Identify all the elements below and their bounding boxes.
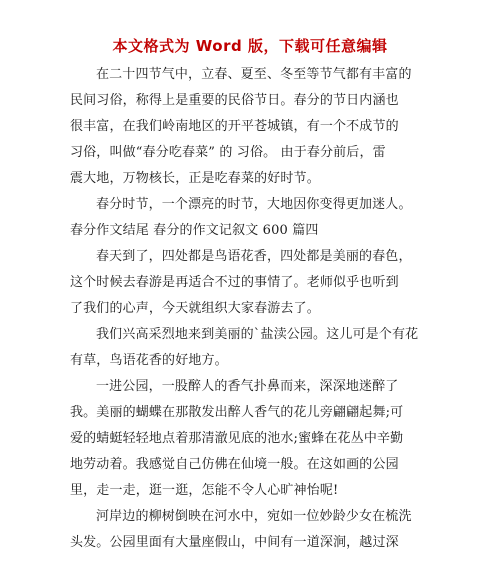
- paragraph-line: 我。美丽的蝴蝶在那散发出醉人香气的花儿旁翩翩起舞;可: [70, 405, 404, 420]
- paragraph-line: 一进公园，一股醉人的香气扑鼻而来，深深地迷醉了: [96, 379, 399, 394]
- paragraph-line: 河岸边的柳树倒映在河水中，宛如一位妙龄少女在梳洗: [96, 509, 412, 524]
- paragraph-line: 春天到了，四处都是鸟语花香，四处都是美丽的春色，: [96, 249, 412, 264]
- paragraph-line: 了我们的心声，今天就组织大家春游去了。: [70, 301, 320, 316]
- section-heading: 春分作文结尾 春分的作文记叙文 600 篇四: [70, 223, 319, 238]
- paragraph-line: 头发。公园里面有大量座假山，中间有一道深涧，越过深: [70, 535, 399, 550]
- paragraph-line: 在二十四节气中，立春、夏至、冬至等节气都有丰富的: [96, 67, 412, 82]
- paragraph-line: 有草，鸟语花香的好地方。: [70, 353, 228, 368]
- paragraph-line: 春分时节，一个漂亮的时节，大地因你变得更加迷人。: [96, 197, 412, 212]
- document-body: [70, 62, 438, 556]
- paragraph-line: 习俗，叫做“春分吃春菜” 的 习俗。 由于春分前后，雷: [70, 145, 386, 160]
- paragraph-line: 这个时候去春游是再适合不过的事情了。老师似乎也听到: [70, 275, 399, 290]
- paragraph-line: 震大地，万物核长，正是吃春菜的好时节。: [70, 171, 320, 186]
- paragraph-line: 我们兴高采烈地来到美丽的`盐渎公园。这儿可是个有花: [96, 327, 419, 342]
- paragraph-line: 爱的蜻蜓轻轻地点着那清澈见底的池水;蜜蜂在花丛中辛勤: [70, 431, 404, 446]
- paragraph-line: 很丰富，在我们岭南地区的开平苍城镇，有一个不成节的: [70, 119, 399, 134]
- paragraph-line: 地劳动着。我感觉自己仿佛在仙境一般。在这如画的公园: [70, 457, 399, 472]
- paragraph-line: 民间习俗，称得上是重要的民俗节日。春分的节日内涵也: [70, 93, 399, 108]
- document-title: 本文格式为 Word 版，下载可任意编辑: [112, 37, 388, 55]
- paragraph-line: 里，走一走，逛一逛，怎能不令人心旷神怡呢!: [70, 483, 339, 498]
